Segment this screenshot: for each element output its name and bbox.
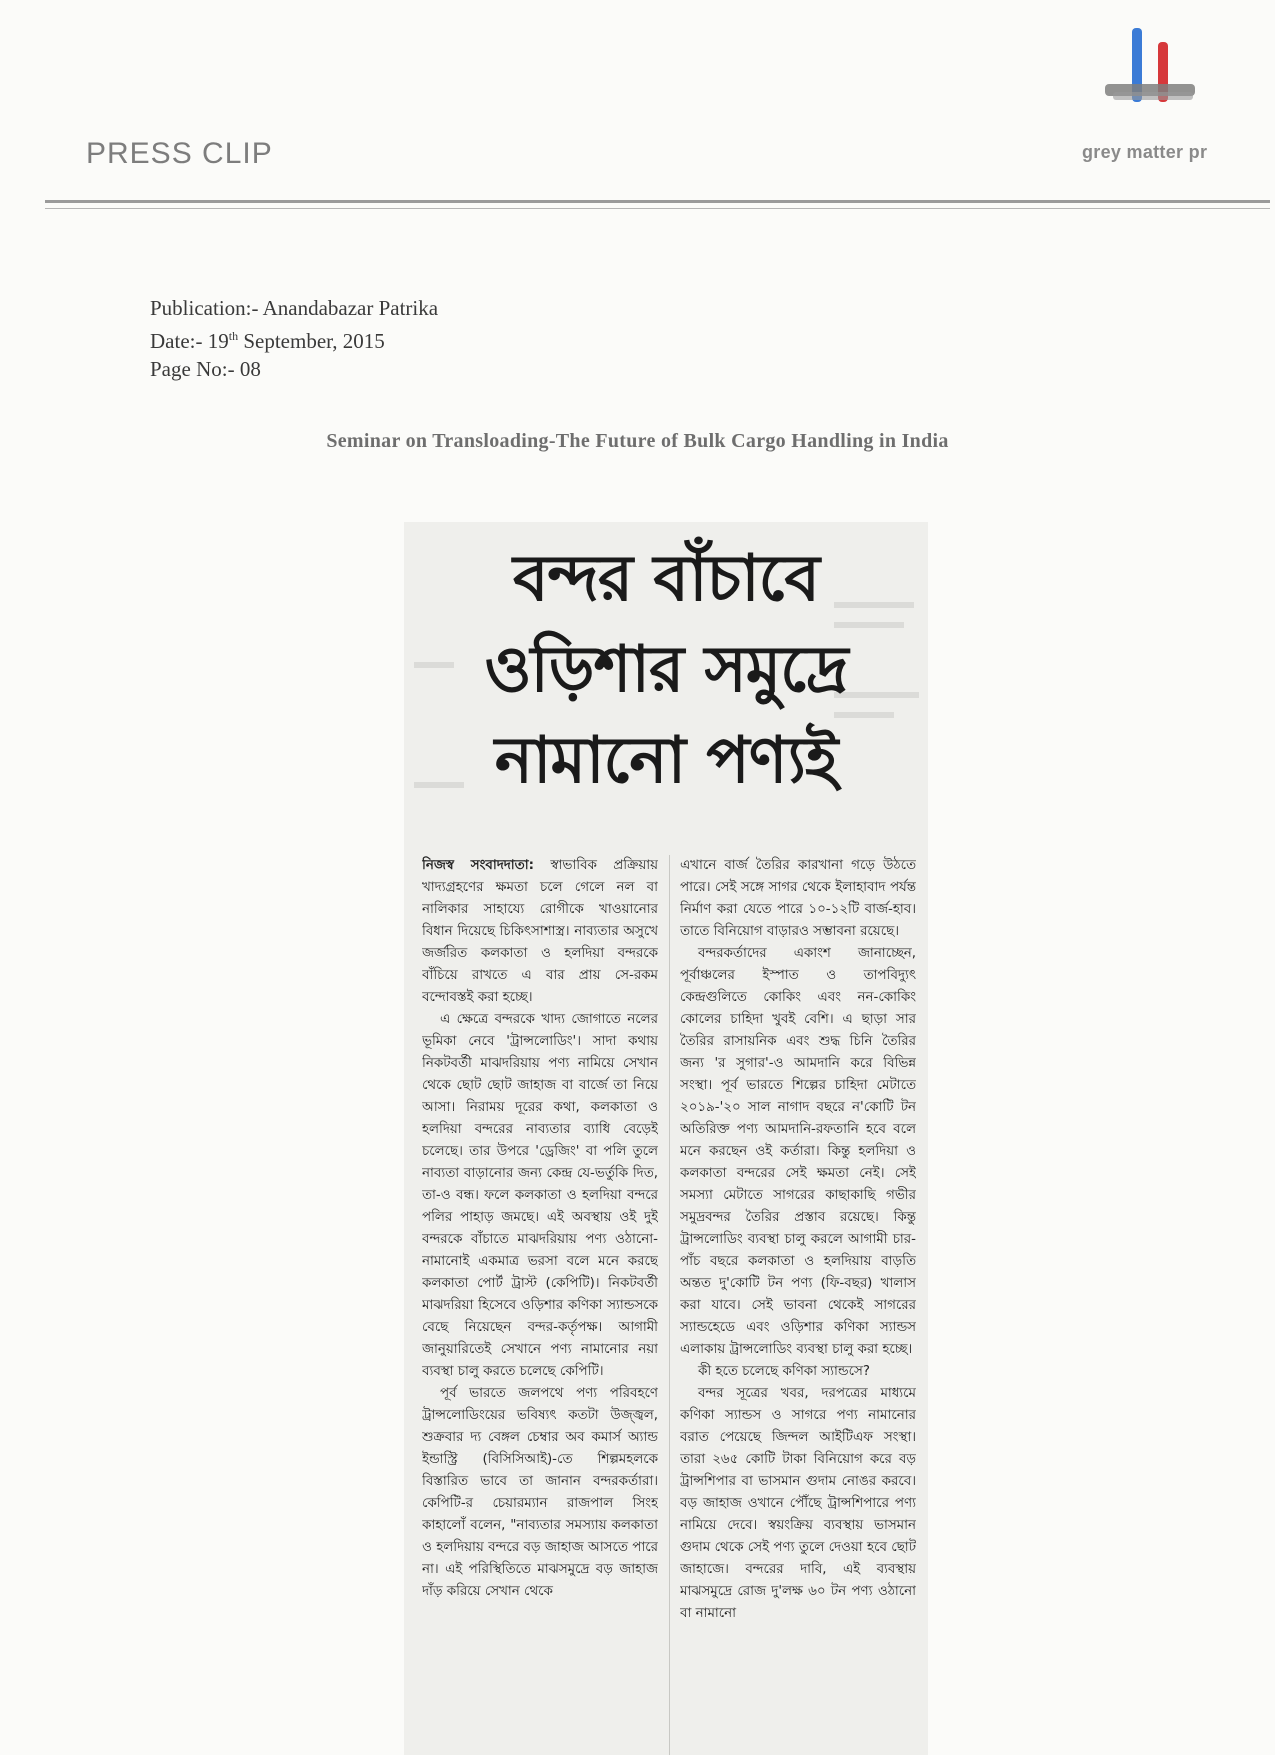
article-paragraph: পূর্ব ভারতে জলপথে পণ্য পরিবহণে ট্রান্সলোডিংয়ের ভবিষ্যৎ কতটা উজ্জ্বল, শুক্রবার দ্য বেঙ্গল চেম্বার অব কমার্স অ্যান্ড ইন্ডাস্ট্রি (বিসিসিআই)-তে শিল্পমহলকে বিস্তারিত ভাবে তা জানান বন্দরকর্তারা। কেপিটি-র চেয়ারম্যান রাজপাল সিংহ কাহালোঁ বলেন, "নাব্যতার সমস্যায় কলকাতা ও হলদিয়ায় বন্দরে বড় জাহাজ আসতে পারে না। এই পরিস্থিতিতে মাঝসমুদ্রে বড় জাহাজ দাঁড় করিয়ে সেখান থেকে [422,1386,658,1599]
byline: নিজস্ব সংবাদদাতা: [422,858,534,873]
article-paragraph: বন্দর সূত্রের খবর, দরপত্রের মাধ্যমে কণিকা স্যান্ডস ও সাগরে পণ্য নামানোর বরাত পেয়েছে জিন্দল আইটিএফ সংস্থা। তারা ২৬৫ কোটি টাকা বিনিয়োগ করে বড় ট্রান্সশিপার বা ভাসমান গুদাম নোঙর করবে। বড় জাহাজ ওখানে পৌঁছে ট্রান্সশিপারে পণ্য নামিয়ে দেবে। স্বয়ংক্রিয় ব্যবস্থায় ভাসমান গুদাম থেকে সেই পণ্য তুলে দেওয়া হবে ছোট জাহাজে। বন্দরের দাবি, এই ব্যবস্থায় মাঝসমুদ্রে রোজ দু'লক্ষ ৬০ টন পণ্য ওঠানো বা নামানো [680,1386,916,1621]
seminar-title: Seminar on Transloading-The Future of Bulk Cargo Handling in India [326,430,949,452]
newspaper-clipping [404,522,928,1755]
article-paragraph [422,855,658,1009]
article-column-left [422,855,658,1755]
date-superscript: th [228,329,239,343]
article-body [422,855,918,1755]
headline [410,534,922,807]
paragraph-text: স্বাভাবিক প্রক্রিয়ায় খাদ্যগ্রহণের ক্ষমতা চলে গেলে নল বা নালিকার সাহায্যে রোগীকে খাওয়ানোর বিধান দিয়েছে চিকিৎসাশাস্ত্র। নাব্যতার অসুখে জর্জরিত কলকাতা ও হলদিয়া বন্দরকে বাঁচিয়ে রাখতে এ বার প্রায় সে-রকম বন্দোবস্তই করা হচ্ছে। [422,858,658,1005]
date-suffix: September, 2015 [238,329,385,353]
article-subhead: কী হতে চলেছে কণিকা স্যান্ডসে? [698,1364,870,1379]
date-prefix: Date:- 19 [150,329,229,353]
page-number-line: Page No:- 08 [150,357,261,381]
article-column-right [680,855,916,1755]
brand-name: grey matter pr [1082,142,1208,162]
headline-line: ওড়িশার সমুদ্রে [484,633,848,707]
header-divider [45,200,1270,203]
press-clip-label: PRESS CLIP [86,137,273,170]
header-divider-thin [45,208,1270,209]
publication-line: Publication:- Anandabazar Patrika [150,296,439,320]
grey-matter-logo-icon [1095,22,1205,132]
column-divider [669,855,670,1755]
article-paragraph: এ ক্ষেত্রে বন্দরকে খাদ্য জোগাতে নলের ভূমিকা নেবে 'ট্রান্সলোডিং'। সাদা কথায় নিকটবর্তী মাঝদরিয়ায় পণ্য নামিয়ে সেখান থেকে ছোট ছোট জাহাজ বা বার্জে তা নিয়ে আসা। নিরাময় দূরের কথা, কলকাতা ও হলদিয়া বন্দরের নাব্যতার ব্যাধি বেড়েই চলেছে। তার উপরে 'ড্রেজিং' বা পলি তুলে নাব্যতা বাড়ানোর জন্য কেন্দ্র যে-ভর্তুকি দিত, তা-ও বন্ধ। ফলে কলকাতা ও হলদিয়া বন্দরে পলির পাহাড় জমছে। এই অবস্থায় ওই দুই বন্দরকে বাঁচাতে মাঝদরিয়ায় পণ্য ওঠানো-নামানোই একমাত্র ভরসা বলে মনে করছে কলকাতা পোর্ট ট্রাস্ট (কেপিটি)। নিকটবর্তী মাঝদরিয়া হিসেবে ওড়িশার কণিকা স্যান্ডসকে বেছে নিয়েছেন বন্দর-কর্তৃপক্ষ। আগামী জানুয়ারিতেই সেখানে পণ্য নামানোর নয়া ব্যবস্থা চালু করতে চলেছে কেপিটি। [422,1012,658,1379]
headline-line: নামানো পণ্যই [494,724,838,798]
date-line [150,322,438,355]
clip-metadata [150,294,438,383]
article-paragraph: এখানে বার্জ তৈরির কারখানা গড়ে উঠতে পারে। সেই সঙ্গে সাগর থেকে ইলাহাবাদ পর্যন্ত নির্মাণ করা যেতে পারে ১০-১২টি বার্জ-হাব। তাতে বিনিয়োগ বাড়ারও সম্ভাবনা রয়েছে। [680,858,916,939]
article-paragraph: বন্দরকর্তাদের একাংশ জানাচ্ছেন, পূর্বাঞ্চলের ইস্পাত ও তাপবিদ্যুৎ কেন্দ্রগুলিতে কোকিং এবং নন-কোকিং কোলের চাহিদা খুবই বেশি। এ ছাড়া সার তৈরির রাসায়নিক এবং শুদ্ধ চিনি তৈরির জন্য 'র সুগার'-ও আমদানি করে বিভিন্ন সংস্থা। পূর্ব ভারতে শিল্পের চাহিদা মেটাতে ২০১৯-'২০ সাল নাগাদ বছরে ন'কোটি টন অতিরিক্ত পণ্য আমদানি-রফতানি হবে বলে মনে করছেন ওই কর্তারা। কিন্তু হলদিয়া ও কলকাতা বন্দরের সেই ক্ষমতা নেই। সেই সমস্যা মেটাতে সাগরের কাছাকাছি গভীর সমুদ্রবন্দর তৈরির প্রস্তাব রয়েছে। কিন্তু ট্রান্সলোডিং ব্যবস্থা চালু করলে আগামী চার-পাঁচ বছরে কলকাতা ও হলদিয়ায় বাড়তি অন্তত দু'কোটি টন পণ্য (ফি-বছর) খালাস করা যাবে। সেই ভাবনা থেকেই সাগরের স্যান্ডহেডে এবং ওড়িশার কণিকা স্যান্ডস এলাকায় ট্রান্সলোডিং ব্যবস্থা চালু করা হচ্ছে। [680,946,916,1357]
headline-line: বন্দর বাঁচাবে [512,542,820,616]
